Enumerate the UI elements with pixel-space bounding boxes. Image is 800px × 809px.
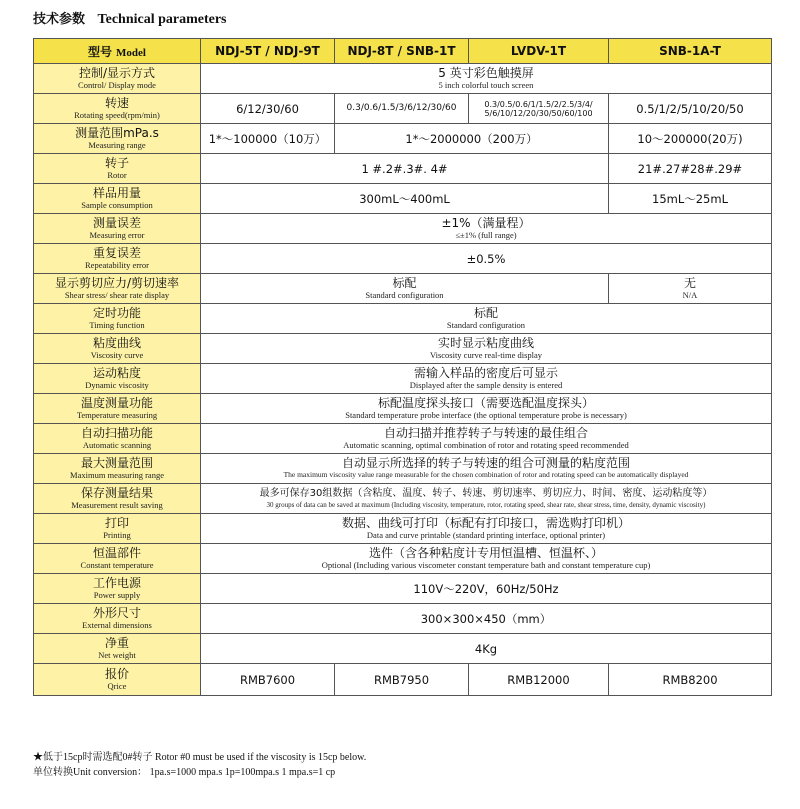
row-dim bbox=[34, 604, 772, 634]
row-timing bbox=[34, 304, 772, 334]
row-label: 最大测量范围 Maximum measuring range bbox=[34, 454, 201, 484]
row-label: 温度测量功能 Temperature measuring bbox=[34, 394, 201, 424]
row-value: 4Kg bbox=[201, 634, 772, 664]
row-label: 工作电源 Power supply bbox=[34, 574, 201, 604]
row-label: 自动扫描功能 Automatic scanning bbox=[34, 424, 201, 454]
range-value-1: 1*～100000（10万） bbox=[201, 124, 335, 154]
spec-table bbox=[33, 38, 772, 696]
price-value-2: RMB7950 bbox=[335, 664, 469, 696]
row-curve bbox=[34, 334, 772, 364]
row-label: 运动粘度 Dynamic viscosity bbox=[34, 364, 201, 394]
row-value: 实时显示粘度曲线 Viscosity curve real-time display bbox=[201, 334, 772, 364]
row-maxrange bbox=[34, 454, 772, 484]
price-value-4: RMB8200 bbox=[609, 664, 772, 696]
row-label: 粘度曲线 Viscosity curve bbox=[34, 334, 201, 364]
header-row bbox=[34, 39, 772, 64]
row-value: 需输入样品的密度后可显示 Displayed after the sample density is entered bbox=[201, 364, 772, 394]
row-error bbox=[34, 214, 772, 244]
row-temp bbox=[34, 394, 772, 424]
title-cn: 技术参数 bbox=[33, 12, 86, 27]
row-rotor bbox=[34, 154, 772, 184]
title-en: Technical parameters bbox=[97, 12, 227, 27]
sample-value-4: 15mL～25mL bbox=[609, 184, 772, 214]
footnote-units: 单位转换Unit conversion： 1pa.s=1000 mpa.s 1p=100mpa.s 1 mpa.s=1 cp bbox=[33, 767, 336, 778]
model-header: 型号 Model bbox=[34, 39, 201, 64]
row-label: 样品用量 Sample consumption bbox=[34, 184, 201, 214]
row-value: 自动显示所选择的转子与转速的组合可测量的粘度范围 The maximum viscosity value range measurable for the chosen combination of rotor and rotating speed can be automatically displayed bbox=[201, 454, 772, 484]
model-col-1: NDJ-5T / NDJ-9T bbox=[201, 39, 335, 64]
row-label: 恒温部件 Constant temperature bbox=[34, 544, 201, 574]
row-weight bbox=[34, 634, 772, 664]
range-value-4: 10～200000(20万) bbox=[609, 124, 772, 154]
speed-value-3: 0.3/0.5/0.6/1/1.5/2/2.5/3/4/ 5/6/10/12/20/30/50/60/100 bbox=[469, 94, 609, 124]
row-label: 转速 Rotating speed(rpm/min) bbox=[34, 94, 201, 124]
row-label: 定时功能 Timing function bbox=[34, 304, 201, 334]
row-value: 300×300×450（mm） bbox=[201, 604, 772, 634]
row-scan bbox=[34, 424, 772, 454]
row-save bbox=[34, 484, 772, 514]
shear-value-1: 标配 Standard configuration bbox=[201, 274, 609, 304]
row-label: 打印 Printing bbox=[34, 514, 201, 544]
row-value: 标配 Standard configuration bbox=[201, 304, 772, 334]
model-col-3: LVDV-1T bbox=[469, 39, 609, 64]
row-label: 报价 Qrice bbox=[34, 664, 201, 696]
row-label: 测量范围mPa.s Measuring range bbox=[34, 124, 201, 154]
row-constant bbox=[34, 544, 772, 574]
row-value: ±0.5% bbox=[201, 244, 772, 274]
model-col-2: NDJ-8T / SNB-1T bbox=[335, 39, 469, 64]
row-value: 选件（含各种粘度计专用恒温槽、恒温杯、） Optional (Including various viscometer constant temperature bath and constant temperature cup) bbox=[201, 544, 772, 574]
row-label: 净重 Net weight bbox=[34, 634, 201, 664]
shear-value-4: 无 N/A bbox=[609, 274, 772, 304]
row-dynamic bbox=[34, 364, 772, 394]
row-value: 5 英寸彩色触摸屏 5 inch colorful touch screen bbox=[201, 64, 772, 94]
row-value: 数据、曲线可打印（标配有打印接口，需选购打印机） Data and curve printable (standard printing interface, optional printer) bbox=[201, 514, 772, 544]
row-label: 控制/显示方式 Control/ Display mode bbox=[34, 64, 201, 94]
row-label: 保存测量结果 Measurement result saving bbox=[34, 484, 201, 514]
range-value-2: 1*～2000000（200万） bbox=[335, 124, 609, 154]
row-power bbox=[34, 574, 772, 604]
sample-value-1: 300mL～400mL bbox=[201, 184, 609, 214]
row-label: 外形尺寸 External dimensions bbox=[34, 604, 201, 634]
price-value-3: RMB12000 bbox=[469, 664, 609, 696]
row-label: 测量误差 Measuring error bbox=[34, 214, 201, 244]
section-title bbox=[33, 10, 227, 30]
row-control bbox=[34, 64, 772, 94]
row-price bbox=[34, 664, 772, 696]
row-label: 显示剪切应力/剪切速率 Shear stress/ shear rate display bbox=[34, 274, 201, 304]
footnotes bbox=[33, 750, 366, 780]
row-speed bbox=[34, 94, 772, 124]
row-repeat bbox=[34, 244, 772, 274]
model-col-4: SNB-1A-T bbox=[609, 39, 772, 64]
row-label: 重复误差 Repeatability error bbox=[34, 244, 201, 274]
row-value: ±1%（满量程） ≤±1% (full range) bbox=[201, 214, 772, 244]
rotor-value-1: 1 #.2#.3#. 4# bbox=[201, 154, 609, 184]
row-shear bbox=[34, 274, 772, 304]
row-value: 标配温度探头接口（需要选配温度探头） Standard temperature probe interface (the optional temperature probe is necessary) bbox=[201, 394, 772, 424]
row-print bbox=[34, 514, 772, 544]
row-value: 自动扫描并推荐转子与转速的最佳组合 Automatic scanning, optimal combination of rotor and rotating speed recommended bbox=[201, 424, 772, 454]
price-value-1: RMB7600 bbox=[201, 664, 335, 696]
speed-value-1: 6/12/30/60 bbox=[201, 94, 335, 124]
speed-value-4: 0.5/1/2/5/10/20/50 bbox=[609, 94, 772, 124]
row-value: 110V～220V，60Hz/50Hz bbox=[201, 574, 772, 604]
row-label: 转子 Rotor bbox=[34, 154, 201, 184]
speed-value-2: 0.3/0.6/1.5/3/6/12/30/60 bbox=[335, 94, 469, 124]
row-range bbox=[34, 124, 772, 154]
rotor-value-4: 21#.27#28#.29# bbox=[609, 154, 772, 184]
row-sample bbox=[34, 184, 772, 214]
footnote-rotor: ★低于15cp时需选配0#转子 Rotor #0 must be used if the viscosity is 15cp below. bbox=[33, 752, 367, 763]
row-value: 最多可保存30组数据（含粘度、温度、转子、转速、剪切速率、剪切应力、时间、密度、运动粘度等） 30 groups of data can be saved at maximum (Including viscosity, temperature, rotor, rotating speed, shear rate, shear stress, time, density, dynamic viscosity) bbox=[201, 484, 772, 514]
